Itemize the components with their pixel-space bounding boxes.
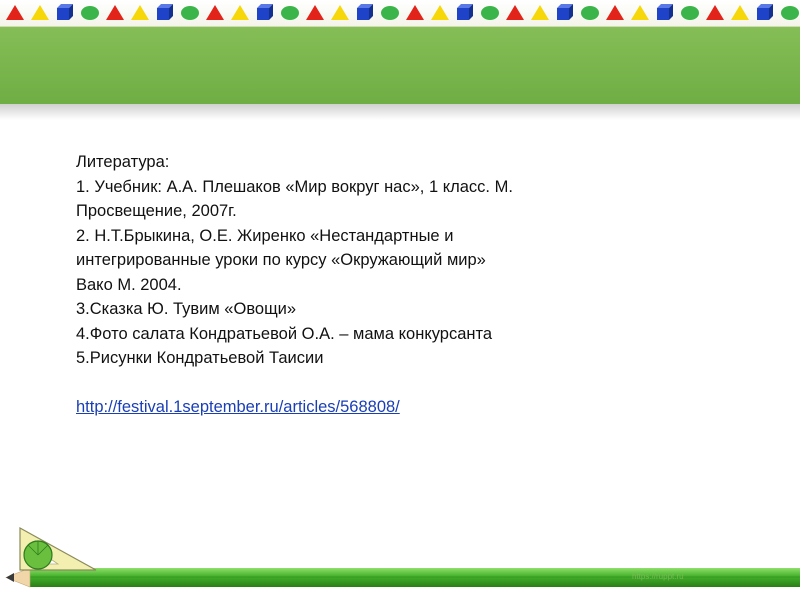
spacer bbox=[76, 371, 716, 396]
red-triangle-icon bbox=[6, 5, 24, 20]
green-circle-icon bbox=[181, 6, 199, 20]
green-circle-icon bbox=[281, 6, 299, 20]
blue-cube-icon bbox=[157, 4, 173, 20]
red-triangle-icon bbox=[306, 5, 324, 20]
blue-cube-icon bbox=[757, 4, 773, 20]
red-triangle-icon bbox=[606, 5, 624, 20]
green-circle-icon bbox=[581, 6, 599, 20]
reference-line: 3.Сказка Ю. Тувим «Овощи» bbox=[76, 300, 297, 318]
red-triangle-icon bbox=[206, 5, 224, 20]
green-circle-icon bbox=[681, 6, 699, 20]
green-circle-icon bbox=[81, 6, 99, 20]
yellow-triangle-icon bbox=[331, 5, 349, 20]
red-triangle-icon bbox=[106, 5, 124, 20]
green-circle-icon bbox=[381, 6, 399, 20]
bibliography-block bbox=[76, 150, 716, 420]
green-circle-icon bbox=[481, 6, 499, 20]
reference-line: 1. Учебник: А.А. Плешаков «Мир вокруг нас», 1 класс. М. bbox=[76, 177, 513, 196]
blue-cube-icon bbox=[257, 4, 273, 20]
blue-cube-icon bbox=[457, 4, 473, 20]
watermark-text: https://ruppt.ru bbox=[632, 572, 684, 581]
blue-cube-icon bbox=[557, 4, 573, 20]
yellow-triangle-icon bbox=[131, 5, 149, 20]
yellow-triangle-icon bbox=[31, 5, 49, 20]
yellow-triangle-icon bbox=[431, 5, 449, 20]
green-circle-icon bbox=[781, 6, 799, 20]
bibliography-heading: Литература: bbox=[76, 153, 170, 171]
reference-line: 4.Фото салата Кондратьевой О.А. – мама конкурсанта bbox=[76, 324, 493, 343]
blue-cube-icon bbox=[57, 4, 73, 20]
band-shadow bbox=[0, 104, 800, 120]
source-link[interactable]: http://festival.1september.ru/articles/568808/ bbox=[76, 398, 400, 416]
reference-line: 2. Н.Т.Брыкина, О.Е. Жиренко «Нестандартные и bbox=[76, 226, 454, 245]
blue-cube-icon bbox=[357, 4, 373, 20]
reference-line: Просвещение, 2007г. bbox=[76, 202, 237, 220]
reference-line: Вако М. 2004. bbox=[76, 275, 182, 294]
blue-cube-icon bbox=[657, 4, 673, 20]
yellow-triangle-icon bbox=[231, 5, 249, 20]
reference-line: интегрированные уроки по курсу «Окружающий мир» bbox=[76, 251, 486, 269]
red-triangle-icon bbox=[706, 5, 724, 20]
triangle-ruler-icon bbox=[20, 528, 96, 570]
red-triangle-icon bbox=[406, 5, 424, 20]
yellow-triangle-icon bbox=[531, 5, 549, 20]
geometric-shapes-row bbox=[0, 0, 800, 26]
bottom-decoration bbox=[0, 520, 800, 600]
yellow-triangle-icon bbox=[731, 5, 749, 20]
reference-line: 5.Рисунки Кондратьевой Таисии bbox=[76, 349, 324, 367]
yellow-triangle-icon bbox=[631, 5, 649, 20]
red-triangle-icon bbox=[506, 5, 524, 20]
